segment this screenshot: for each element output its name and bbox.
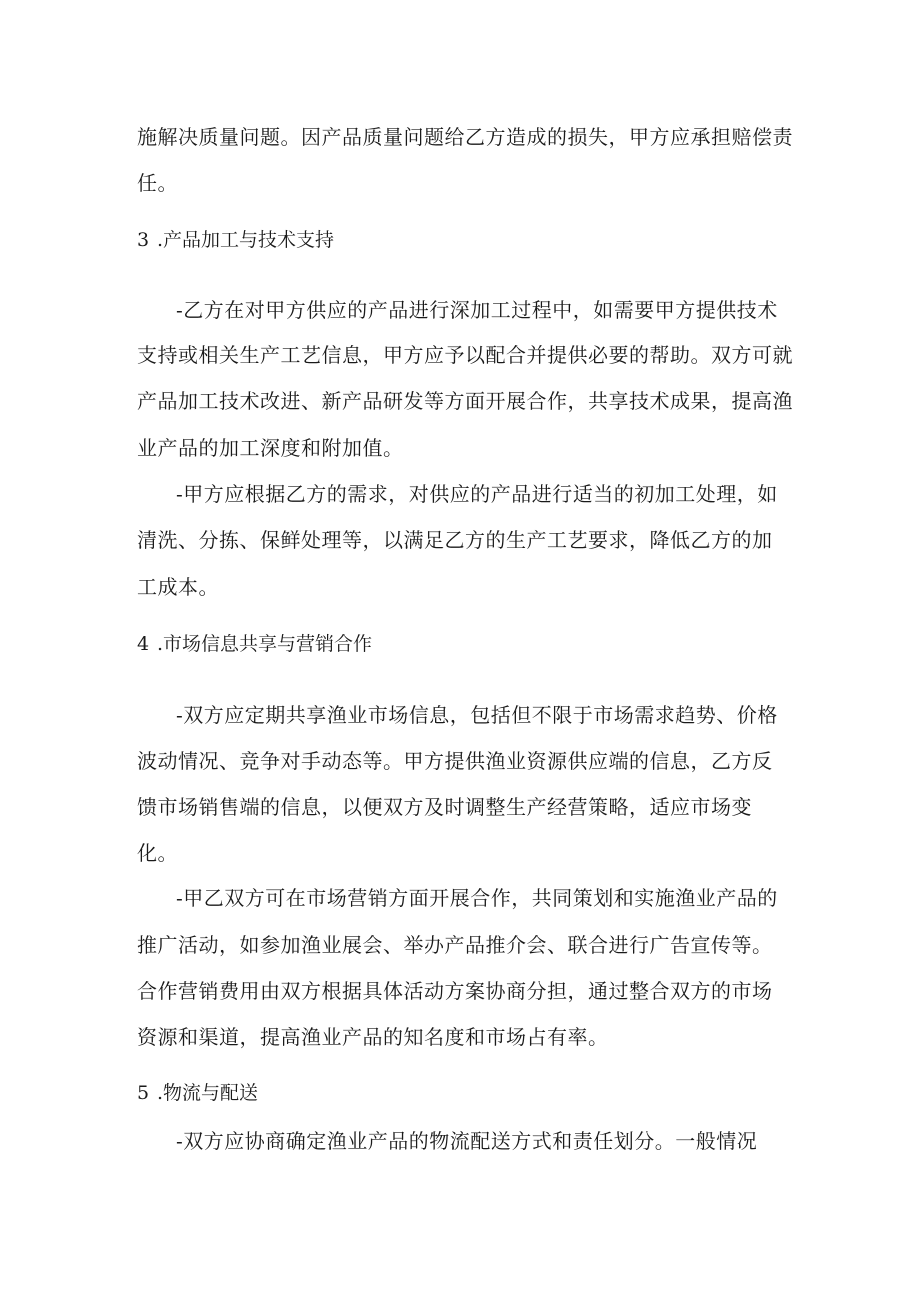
section-number: 5	[137, 1082, 150, 1104]
text-line: -甲方应根据乙方的需求，对供应的产品进行适当的初加工处理，如	[176, 482, 778, 506]
text-line: 任。	[137, 171, 178, 195]
text-line: 产品加工技术改进、新产品研发等方面开展合作，共享技术成果，提高渔	[137, 389, 793, 413]
text-line: -双方应定期共享渔业市场信息，包括但不限于市场需求趋势、价格	[176, 703, 778, 727]
section-heading	[137, 1079, 258, 1107]
section-number: 4	[137, 633, 150, 655]
text-line: 工成本。	[137, 575, 219, 599]
section-heading	[137, 630, 372, 658]
text-line: 推广活动，如参加渔业展会、举办产品推介会、联合进行广告宣传等。	[137, 933, 773, 957]
text-line: 清洗、分拣、保鲜处理等，以满足乙方的生产工艺要求，降低乙方的加	[137, 528, 773, 552]
section-number: 3	[137, 229, 150, 251]
text-line: 合作营销费用由双方根据具体活动方案协商分担，通过整合双方的市场	[137, 979, 773, 1003]
section-title: .产品加工与技术支持	[157, 229, 335, 251]
text-line: 业产品的加工深度和附加值。	[137, 436, 404, 460]
text-line: -甲乙双方可在市场营销方面开展合作，共同策划和实施渔业产品的	[176, 886, 778, 910]
text-line: 馈市场销售端的信息，以便双方及时调整生产经营策略，适应市场变	[137, 795, 752, 819]
section-title: .物流与配送	[157, 1082, 259, 1104]
section-title: .市场信息共享与营销合作	[157, 633, 373, 655]
text-line: -乙方在对甲方供应的产品进行深加工过程中，如需要甲方提供技术	[176, 298, 778, 322]
text-line: 波动情况、竞争对手动态等。甲方提供渔业资源供应端的信息，乙方反	[137, 749, 773, 773]
text-line: 资源和渠道，提高渔业产品的知名度和市场占有率。	[137, 1025, 609, 1049]
text-line: 支持或相关生产工艺信息，甲方应予以配合并提供必要的帮助。双方可就	[137, 343, 793, 367]
text-line: 施解决质量问题。因产品质量问题给乙方造成的损失，甲方应承担赔偿责	[137, 125, 793, 149]
section-heading	[137, 226, 334, 254]
text-line: -双方应协商确定渔业产品的物流配送方式和责任划分。一般情况	[176, 1129, 758, 1153]
text-line: 化。	[137, 841, 178, 865]
